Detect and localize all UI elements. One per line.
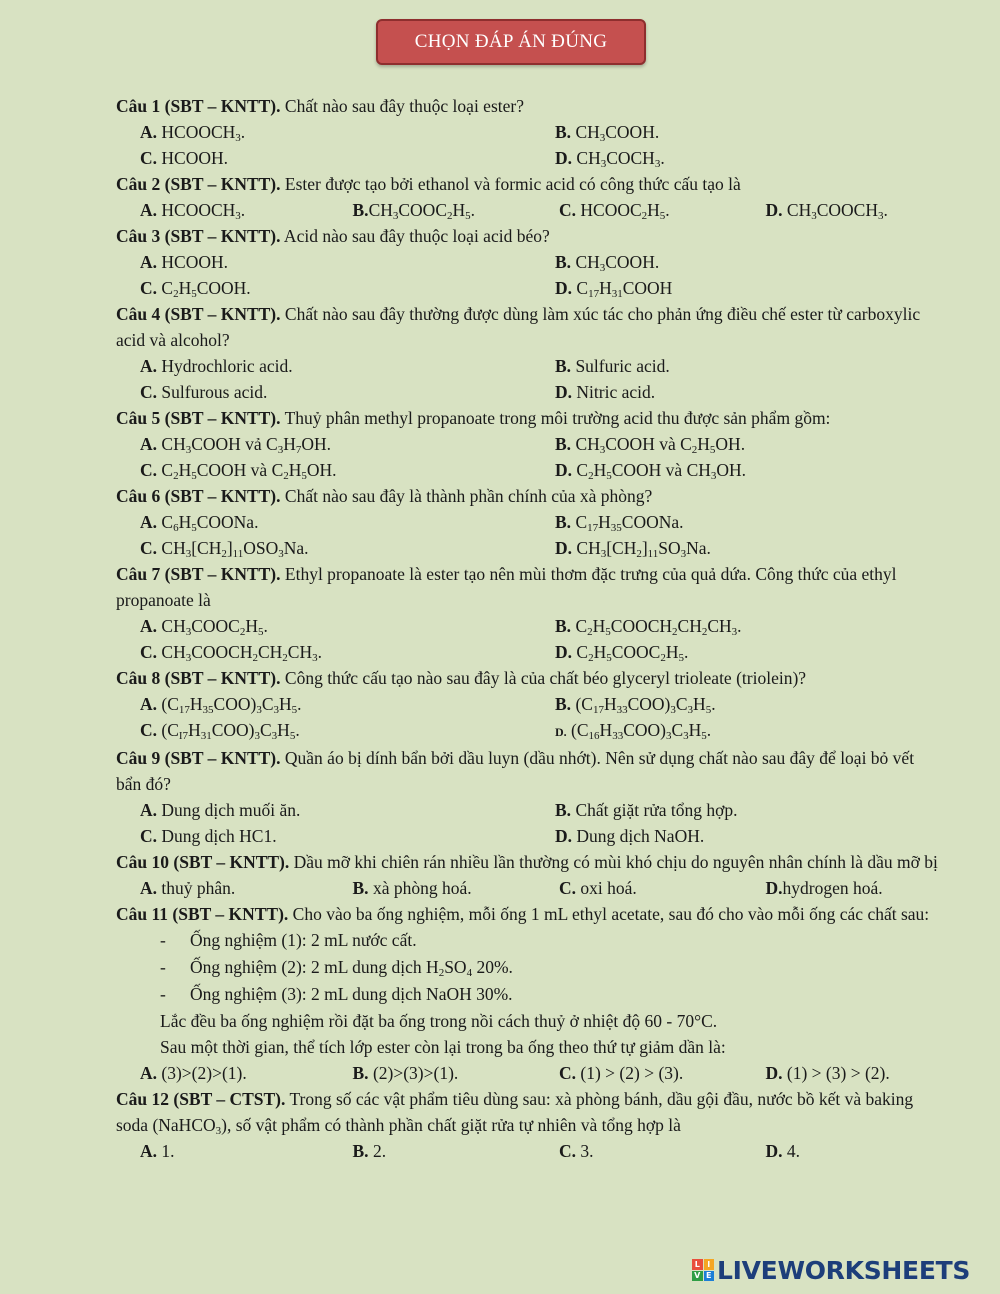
question-body: Chất nào sau đây thường được dùng làm xúc tác cho phản ứng điều chế ester từ carboxylic acid và alcohol? [116, 304, 921, 350]
option-label: D. [555, 148, 573, 168]
question-7 [116, 561, 942, 665]
answer-option-b[interactable] [529, 691, 942, 717]
answer-option-c[interactable] [116, 457, 529, 483]
answer-options [116, 1138, 942, 1164]
instruction-text: Lắc đều ba ống nghiệm rồi đặt ba ống trong nồi cách thuỷ ở nhiệt độ 60 - 70°C. [160, 1011, 718, 1031]
answer-option-d[interactable] [736, 1060, 943, 1086]
step-dash: - [160, 930, 166, 950]
option-label: B. [352, 878, 369, 898]
answer-option-a[interactable] [116, 119, 529, 145]
answer-option-c[interactable] [529, 875, 736, 901]
option-text: HCOOH. [157, 148, 228, 168]
question-number: Câu 1 (SBT – KNTT). [116, 96, 281, 116]
question-8 [116, 665, 942, 745]
answer-option-d[interactable] [529, 275, 942, 301]
option-text: $C_2H_5COOH$ và $CH_3OH$. [572, 460, 747, 482]
option-label: D. [555, 826, 573, 846]
option-label: D. [765, 878, 783, 898]
question-11 [116, 901, 942, 1086]
option-label: C. [140, 278, 158, 298]
option-label: A. [140, 878, 158, 898]
option-text: $C_2H_5COOH$. [157, 278, 251, 300]
question-body: Thuỷ phân methyl propanoate trong môi trường acid thu được sản phẩm gồm: [280, 408, 831, 428]
option-text: xà phòng hoá. [368, 878, 472, 898]
option-text: $C_2H_5COOC_2H_5$. [572, 642, 689, 664]
option-text: $C_{17}H_{31}COOH$ [572, 278, 673, 300]
answer-option-a[interactable] [116, 875, 323, 901]
option-text: 2. [368, 1141, 387, 1161]
option-text: $(C_{16}H_{33}COO)_3C_3H_5$. [566, 720, 712, 742]
option-text: (2)>(3)>(1). [368, 1063, 459, 1083]
option-text: $CH_3COOH$. [571, 122, 660, 144]
answer-option-b[interactable] [529, 613, 942, 639]
answer-option-d[interactable] [736, 197, 943, 223]
instruction-text: Sau một thời gian, thể tích lớp ester còn lại trong ba ống theo thứ tự giảm dần là: [160, 1037, 726, 1057]
option-label: D. [555, 278, 573, 298]
option-label: C. [140, 538, 158, 558]
question-number: Câu 4 (SBT – KNTT). [116, 304, 281, 324]
option-text: $C_2H_5COOCH_2CH_2CH_3$. [571, 616, 742, 638]
answer-option-c[interactable] [116, 535, 529, 561]
option-text: $CH_3[CH_2]_{11}OSO_3Na$. [157, 538, 309, 560]
answer-options [116, 197, 942, 223]
option-text: $(C_{I7}H_{31}COO)_3C_3H_5$. [157, 720, 300, 742]
option-label: B. [352, 1063, 369, 1083]
answer-option-b[interactable] [529, 119, 942, 145]
question-1 [116, 93, 942, 171]
option-label: D. [765, 1141, 783, 1161]
answer-option-d[interactable] [529, 535, 942, 561]
logo-mark-letter: I [704, 1259, 715, 1270]
option-label: A. [140, 616, 158, 636]
answer-option-b[interactable] [529, 797, 942, 823]
step-item [160, 927, 942, 954]
answer-option-b[interactable] [529, 431, 942, 457]
option-label: D. [555, 538, 573, 558]
question-number: Câu 12 (SBT – CTST). [116, 1089, 286, 1109]
question-body: Cho vào ba ống nghiệm, mỗi ống 1 mL ethyl acetate, sau đó cho vào mỗi ống các chất sau: [288, 904, 930, 924]
option-text: 4. [782, 1141, 801, 1161]
answer-options [116, 691, 942, 745]
answer-option-b[interactable] [323, 197, 530, 223]
option-label: C. [140, 148, 158, 168]
option-label: C. [140, 720, 158, 740]
option-text: Sulfuric acid. [571, 356, 670, 376]
option-text: Dung dịch HC1. [157, 826, 277, 846]
question-number: Câu 11 (SBT – KNTT). [116, 904, 289, 924]
option-label: B. [352, 200, 369, 220]
question-3 [116, 223, 942, 301]
question-number: Câu 9 (SBT – KNTT). [116, 748, 281, 768]
option-text: $CH_3[CH_2]_{11}SO_3Na$. [572, 538, 711, 560]
option-label: B. [555, 434, 572, 454]
option-label: D. [555, 642, 573, 662]
question-number: Câu 8 (SBT – KNTT). [116, 668, 281, 688]
option-label: A. [140, 434, 158, 454]
option-text: HCOOH. [157, 252, 228, 272]
answer-options [116, 119, 942, 171]
question-body: Ethyl propanoate là ester tạo nên mùi thơm đặc trưng của quả dứa. Công thức của ethyl propanoate là [116, 564, 897, 610]
answer-option-d[interactable] [529, 717, 942, 745]
answer-options [116, 353, 942, 405]
option-text: $C_{17}H_{35}COONa$. [571, 512, 684, 534]
answer-option-a[interactable] [116, 1138, 323, 1164]
option-text: $C_6H_5COONa$. [157, 512, 259, 534]
question-text [116, 93, 942, 119]
question-body: Chất nào sau đây thuộc loại ester? [280, 96, 524, 116]
option-text: Chất giặt rửa tổng hợp. [571, 800, 738, 820]
question-number: Câu 7 (SBT – KNTT). [116, 564, 281, 584]
answer-option-b[interactable] [529, 353, 942, 379]
answer-option-a[interactable] [116, 197, 323, 223]
answer-option-d[interactable] [529, 457, 942, 483]
option-label: C. [140, 826, 158, 846]
option-label: B. [555, 800, 572, 820]
question-text [116, 665, 942, 691]
answer-option-d[interactable] [736, 875, 943, 901]
answer-option-a[interactable] [116, 509, 529, 535]
option-label: A. [140, 356, 158, 376]
answer-options [116, 797, 942, 849]
step-text: Ống nghiệm (1): 2 mL nước cất. [190, 930, 417, 950]
option-label: D. [555, 725, 567, 739]
answer-option-c[interactable] [116, 823, 529, 849]
option-label: A. [140, 200, 158, 220]
answer-options [116, 1060, 942, 1086]
option-label: A. [140, 1063, 158, 1083]
question-body: Acid nào sau đây thuộc loại acid béo? [280, 226, 550, 246]
answer-option-a[interactable] [116, 1060, 323, 1086]
answer-option-b[interactable] [529, 509, 942, 535]
question-body: Công thức cấu tạo nào sau đây là của chất béo glyceryl trioleate (triolein)? [280, 668, 807, 688]
option-label: A. [140, 694, 158, 714]
question-text [116, 223, 942, 249]
question-text [116, 301, 942, 353]
answer-option-b[interactable] [323, 1138, 530, 1164]
option-label: A. [140, 512, 158, 532]
question-10 [116, 849, 942, 901]
option-label: A. [140, 1141, 158, 1161]
question-body: Quần áo bị dính bẩn bởi dầu luyn (dầu nhớt). Nên sử dụng chất nào sau đây để loại bỏ vết bẩn đó? [116, 748, 915, 794]
answer-option-d[interactable] [529, 639, 942, 665]
answer-option-d[interactable] [529, 379, 942, 405]
option-text: $C_2H_5COOH$ và $C_2H_5OH$. [157, 460, 337, 482]
option-text: $CH_3COOH$. [571, 252, 660, 274]
option-text: hydrogen hoá. [782, 878, 883, 898]
answer-option-c[interactable] [529, 1138, 736, 1164]
option-text: oxi hoá. [576, 878, 637, 898]
option-text: $CH_3COOCH_3$. [782, 200, 888, 222]
option-text: $HCOOCH_3$. [157, 122, 246, 144]
option-text: $CH_3COCH_3$. [572, 148, 665, 170]
answer-options [116, 509, 942, 561]
option-label: A. [140, 122, 158, 142]
option-text: Dung dịch muối ăn. [157, 800, 301, 820]
option-label: C. [140, 460, 158, 480]
option-label: B. [555, 512, 572, 532]
answer-option-a[interactable] [116, 431, 529, 457]
question-4 [116, 301, 942, 405]
question-text [116, 901, 942, 927]
option-label: B. [555, 356, 572, 376]
answer-option-a[interactable] [116, 691, 529, 717]
option-label: D. [555, 460, 573, 480]
question-6 [116, 483, 942, 561]
option-text: $CH_3COOC_2H_5$. [157, 616, 268, 638]
option-label: B. [555, 616, 572, 636]
question-text [116, 745, 942, 797]
option-label: C. [559, 1141, 577, 1161]
question-body: Dầu mỡ khi chiên rán nhiều lần thường có mùi khó chịu do nguyên nhân chính là dầu mỡ bị [289, 852, 938, 872]
answer-option-c[interactable] [116, 717, 529, 745]
question-body: Chất nào sau đây là thành phần chính của xà phòng? [280, 486, 653, 506]
question-text [116, 483, 942, 509]
choose-answer-button[interactable]: CHỌN ĐÁP ÁN ĐÚNG [376, 19, 646, 65]
answer-option-d[interactable] [736, 1138, 943, 1164]
question-body: Ester được tạo bởi ethanol và formic acid có công thức cấu tạo là [280, 174, 741, 194]
option-label: C. [559, 878, 577, 898]
option-text: Sulfurous acid. [157, 382, 268, 402]
option-text: $CH_3COOH$ và $C_2H_5OH$. [571, 434, 746, 456]
option-text: $(C_{17}H_{35}COO)_3C_3H_5$. [157, 694, 302, 716]
answer-option-a[interactable] [116, 613, 529, 639]
question-text [116, 849, 942, 875]
question-number: Câu 6 (SBT – KNTT). [116, 486, 281, 506]
option-text: (1) > (3) > (2). [782, 1063, 890, 1083]
answer-option-c[interactable] [116, 145, 529, 171]
option-label: A. [140, 800, 158, 820]
answer-option-b[interactable] [529, 249, 942, 275]
answer-option-d[interactable] [529, 823, 942, 849]
question-list [116, 93, 942, 1164]
option-text: $HCOOCH_3$. [157, 200, 246, 222]
option-text: (3)>(2)>(1). [157, 1063, 247, 1083]
option-text: Dung dịch NaOH. [572, 826, 705, 846]
option-text: $CH_3COOCH_2CH_2CH_3$. [157, 642, 322, 664]
question-12 [116, 1086, 942, 1164]
logo-mark-letter: E [704, 1271, 715, 1282]
logo-mark-letter: V [692, 1271, 703, 1282]
question-text [116, 1086, 942, 1138]
option-text: $(C_{17}H_{33}COO)_3C_3H_5$. [571, 694, 716, 716]
option-label: C. [559, 200, 577, 220]
liveworksheets-logo [692, 1256, 970, 1284]
answer-options [116, 431, 942, 483]
answer-option-a[interactable] [116, 249, 529, 275]
logo-mark-letter: L [692, 1259, 703, 1270]
option-text: (1) > (2) > (3). [576, 1063, 684, 1083]
option-text: $CH_3COOC_2H_5$. [368, 200, 476, 222]
step-item [160, 954, 942, 981]
answer-option-a[interactable] [116, 797, 529, 823]
question-number: Câu 3 (SBT – KNTT). [116, 226, 281, 246]
question-number: Câu 2 (SBT – KNTT). [116, 174, 281, 194]
step-text: Ống nghiệm (3): 2 mL dung dịch NaOH 30%. [190, 984, 513, 1004]
question-2 [116, 171, 942, 223]
option-text: Nitric acid. [572, 382, 656, 402]
question-9 [116, 745, 942, 849]
answer-option-c[interactable] [116, 639, 529, 665]
answer-options [116, 613, 942, 665]
question-number: Câu 10 (SBT – KNTT). [116, 852, 290, 872]
answer-option-b[interactable] [323, 1060, 530, 1086]
option-text: thuỷ phân. [157, 878, 236, 898]
step-dash: - [160, 957, 166, 977]
option-text: 1. [157, 1141, 175, 1161]
question-body: Trong số các vật phẩm tiêu dùng sau: xà phòng bánh, dầu gội đầu, nước bồ kết và baking soda (NaHCO$_3$), số vật phẩm có thành phần chất giặt rửa tự nhiên và tổng hợp là [116, 1089, 914, 1137]
answer-option-d[interactable] [529, 145, 942, 171]
option-label: A. [140, 252, 158, 272]
answer-option-b[interactable] [323, 875, 530, 901]
option-label: D. [765, 200, 783, 220]
option-label: B. [555, 694, 572, 714]
option-text: $CH_3COOH$ vả $C_3H_7OH$. [157, 434, 332, 456]
option-text: $HCOOC_2H_5$. [576, 200, 670, 222]
step-list [116, 927, 942, 1008]
option-label: D. [555, 382, 573, 402]
question-text [116, 171, 942, 197]
step-item [160, 981, 942, 1008]
answer-option-c[interactable] [116, 275, 529, 301]
option-text: 3. [576, 1141, 594, 1161]
option-label: B. [555, 122, 572, 142]
option-label: C. [140, 382, 158, 402]
liveworksheets-logo-mark [692, 1259, 714, 1281]
question-5 [116, 405, 942, 483]
option-text: Hydrochloric acid. [157, 356, 293, 376]
answer-options [116, 249, 942, 301]
option-label: C. [559, 1063, 577, 1083]
option-label: B. [555, 252, 572, 272]
question-text [116, 561, 942, 613]
answer-options [116, 875, 942, 901]
option-label: B. [352, 1141, 369, 1161]
liveworksheets-logo-text: LIVEWORKSHEETS [717, 1255, 971, 1285]
answer-option-c[interactable] [529, 197, 736, 223]
option-label: D. [765, 1063, 783, 1083]
answer-option-a[interactable] [116, 353, 529, 379]
question-number: Câu 5 (SBT – KNTT). [116, 408, 281, 428]
answer-option-c[interactable] [529, 1060, 736, 1086]
answer-option-c[interactable] [116, 379, 529, 405]
question-text [116, 405, 942, 431]
step-dash: - [160, 984, 166, 1004]
step-text: Ống nghiệm (2): 2 mL dung dịch $H_2SO_4$ 20%. [190, 957, 513, 979]
option-label: C. [140, 642, 158, 662]
